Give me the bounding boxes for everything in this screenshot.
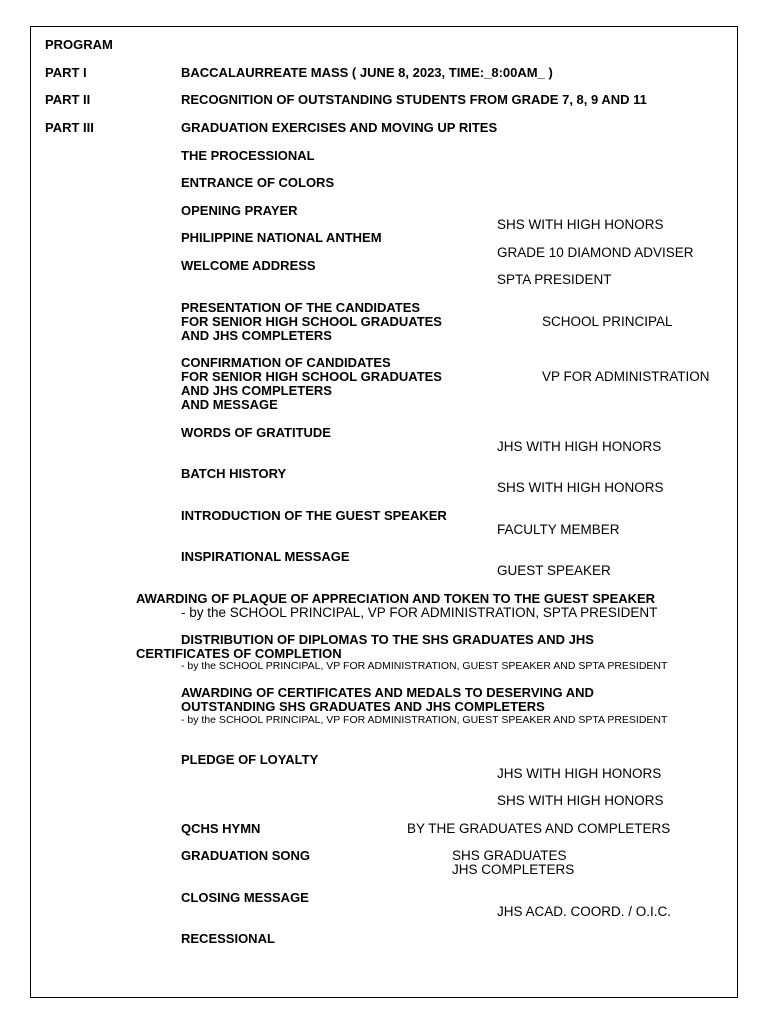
welcome-presenter: SPTA PRESIDENT [497,272,612,287]
item-diplomas-line-2: CERTIFICATES OF COMPLETION [136,646,342,661]
item-opening-prayer: OPENING PRAYER [181,203,298,218]
hymn-presenter: BY THE GRADUATES AND COMPLETERS [407,821,671,836]
item-presentation-line-3: AND JHS COMPLETERS [181,328,332,343]
item-presentation-line-1: PRESENTATION OF THE CANDIDATES [181,300,421,315]
item-awarding-plaque: AWARDING OF PLAQUE OF APPRECIATION AND TOKEN TO THE GUEST SPEAKER [136,591,656,606]
item-confirmation-line-4: AND MESSAGE [181,397,278,412]
item-medals-line-2: OUTSTANDING SHS GRADUATES AND JHS COMPLETERS [181,699,545,714]
part-2-label: PART II [45,92,91,107]
song-presenter-jhs: JHS COMPLETERS [452,862,575,877]
part-1-title: BACCALAURREATE MASS ( JUNE 8, 2023, TIME:_8:00AM_ ) [181,65,553,80]
item-confirmation-line-2: FOR SENIOR HIGH SCHOOL GRADUATES [181,369,442,384]
item-diplomas-line-1: DISTRIBUTION OF DIPLOMAS TO THE SHS GRADUATES AND JHS [181,632,594,647]
item-confirmation-line-1: CONFIRMATION OF CANDIDATES [181,355,391,370]
part-3-label: PART III [45,120,94,135]
item-intro-guest-speaker: INTRODUCTION OF THE GUEST SPEAKER [181,508,447,523]
item-welcome-address: WELCOME ADDRESS [181,258,316,273]
opening-prayer-presenter: SHS WITH HIGH HONORS [497,217,664,232]
presentation-presenter: SCHOOL PRINCIPAL [542,314,673,329]
gratitude-presenter: JHS WITH HIGH HONORS [497,439,662,454]
inspirational-presenter: GUEST SPEAKER [497,563,611,578]
diplomas-presenters: - by the SCHOOL PRINCIPAL, VP FOR ADMINISTRATION, GUEST SPEAKER AND SPTA PRESIDENT [181,660,668,672]
plaque-presenters: - by the SCHOOL PRINCIPAL, VP FOR ADMINISTRATION, SPTA PRESIDENT [181,605,658,620]
item-medals-line-1: AWARDING OF CERTIFICATES AND MEDALS TO DESERVING AND [181,685,594,700]
song-presenter-shs: SHS GRADUATES [452,848,567,863]
part-2-title: RECOGNITION OF OUTSTANDING STUDENTS FROM GRADE 7, 8, 9 AND 11 [181,92,647,107]
confirmation-presenter: VP FOR ADMINISTRATION [542,369,710,384]
item-graduation-song: GRADUATION SONG [181,848,311,863]
part-3-title: GRADUATION EXERCISES AND MOVING UP RITES [181,120,498,135]
anthem-presenter: GRADE 10 DIAMOND ADVISER [497,245,694,260]
item-pledge-of-loyalty: PLEDGE OF LOYALTY [181,752,319,767]
part-1-label: PART I [45,65,87,80]
item-words-of-gratitude: WORDS OF GRATITUDE [181,425,331,440]
item-entrance-colors: ENTRANCE OF COLORS [181,175,335,190]
item-batch-history: BATCH HISTORY [181,466,287,481]
medals-presenters: - by the SCHOOL PRINCIPAL, VP FOR ADMINISTRATION, GUEST SPEAKER AND SPTA PRESIDENT [181,714,668,726]
item-confirmation-line-3: AND JHS COMPLETERS [181,383,332,398]
item-recessional: RECESSIONAL [181,931,275,946]
pledge-presenter-jhs: JHS WITH HIGH HONORS [497,766,662,781]
batch-history-presenter: SHS WITH HIGH HONORS [497,480,664,495]
pledge-presenter-shs: SHS WITH HIGH HONORS [497,793,664,808]
program-heading: PROGRAM [45,37,113,52]
item-closing-message: CLOSING MESSAGE [181,890,309,905]
closing-presenter: JHS ACAD. COORD. / O.I.C. [497,904,672,919]
item-national-anthem: PHILIPPINE NATIONAL ANTHEM [181,230,382,245]
item-qchs-hymn: QCHS HYMN [181,821,261,836]
intro-speaker-presenter: FACULTY MEMBER [497,522,620,537]
item-processional: THE PROCESSIONAL [181,148,315,163]
item-inspirational-message: INSPIRATIONAL MESSAGE [181,549,350,564]
item-presentation-line-2: FOR SENIOR HIGH SCHOOL GRADUATES [181,314,442,329]
